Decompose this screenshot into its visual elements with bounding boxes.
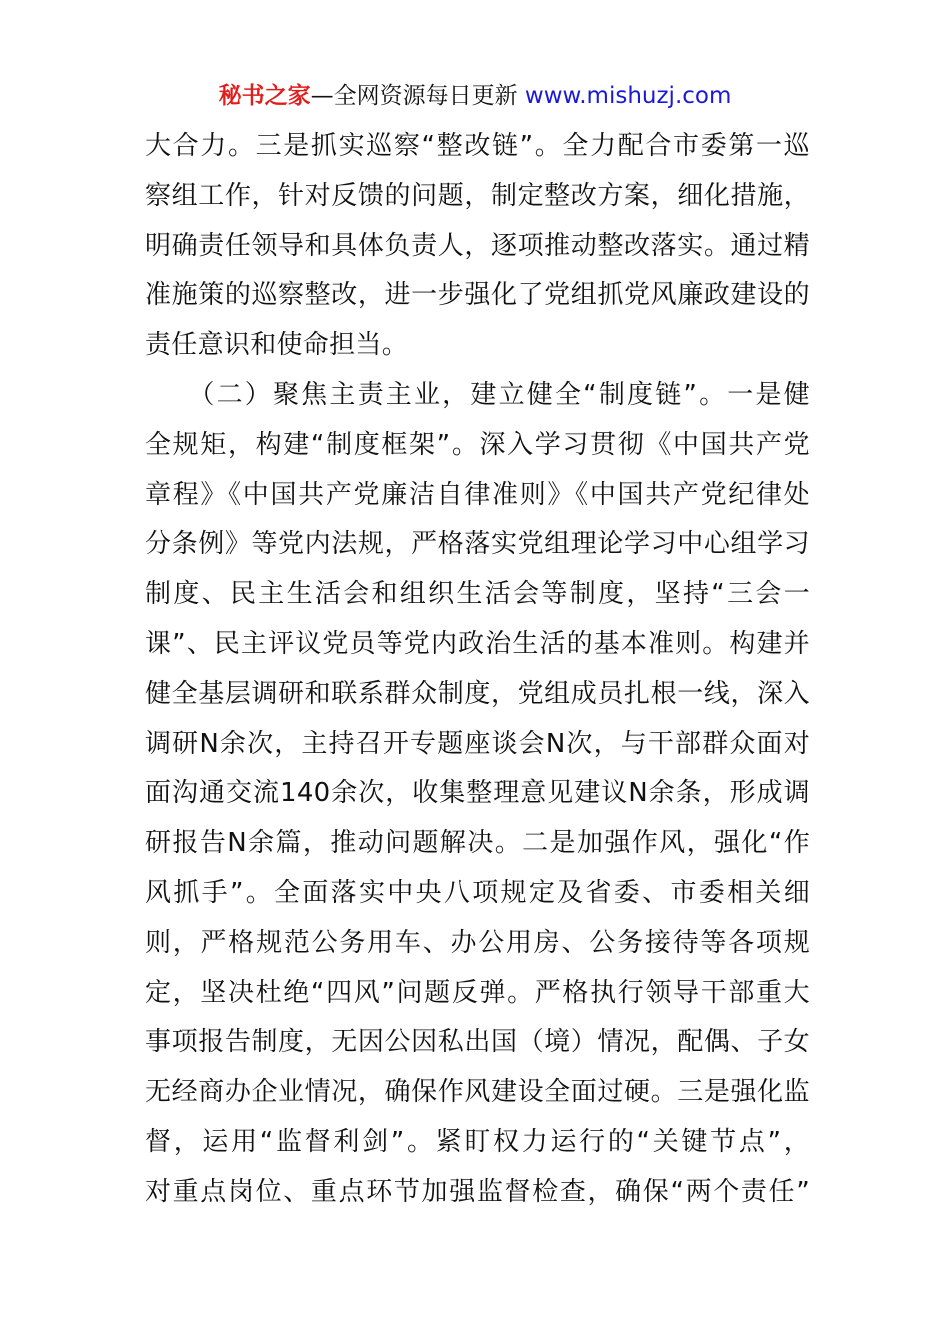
text-line: 风抓手”。全面落实中央八项规定及省委、市委相关细 (145, 877, 810, 908)
text-line: 督，运用“监督利剑”。紧盯权力运行的“关键节点”， (145, 1126, 810, 1157)
text-line: 对重点岗位、重点环节加强监督检查，确保“两个责任” (145, 1176, 810, 1207)
text-line: 明确责任领导和具体负责人，逐项推动整改落实。通过精 (145, 230, 810, 261)
text-line: 健全基层调研和联系群众制度，党组成员扎根一线，深入 (145, 678, 810, 709)
text-line: 责任意识和使命担当。 (145, 330, 409, 361)
text-line: 定，坚决杜绝“四风”问题反弹。严格执行领导干部重大 (145, 977, 810, 1008)
site-header (0, 80, 950, 112)
text-line: 研报告N余篇，推动问题解决。二是加强作风，强化“作 (145, 828, 810, 859)
text-line: 分条例》等党内法规，严格落实党组理论学习中心组学习 (145, 529, 810, 560)
site-url-link[interactable]: www.mishuzj.com (524, 83, 732, 109)
text-line: 事项报告制度，无因公因私出国（境）情况，配偶、子女 (145, 1027, 810, 1058)
text-line: 调研N余次，主持召开专题座谈会N次，与干部群众面对 (145, 728, 810, 759)
text-line: 无经商办企业情况，确保作风建设全面过硬。三是强化监 (145, 1077, 810, 1108)
text-line: 察组工作，针对反馈的问题，制定整改方案，细化措施， (145, 180, 810, 211)
site-brand: 秘书之家 (218, 83, 311, 109)
text-line: 章程》《中国共产党廉洁自律准则》《中国共产党纪律处 (145, 479, 810, 510)
text-line: 制度、民主生活会和组织生活会等制度，坚持“三会一 (145, 579, 810, 610)
text-line: 全规矩，构建“制度框架”。深入学习贯彻《中国共产党 (145, 429, 810, 460)
text-line: 大合力。三是抓实巡察“整改链”。全力配合市委第一巡 (145, 131, 810, 161)
text-line: 则，严格规范公务用车、办公用房、公务接待等各项规 (145, 927, 810, 958)
site-tagline: —全网资源每日更新 (310, 83, 525, 109)
text-line: 面沟通交流140余次，收集整理意见建议N余条，形成调 (145, 778, 810, 809)
text-line: （二）聚焦主责主业，建立健全“制度链”。一是健 (145, 379, 810, 410)
text-line: 准施策的巡察整改，进一步强化了党组抓党风廉政建设的 (145, 280, 810, 311)
document-body (145, 122, 810, 1218)
text-line: 课”、民主评议党员等党内政治生活的基本准则。构建并 (145, 628, 810, 659)
